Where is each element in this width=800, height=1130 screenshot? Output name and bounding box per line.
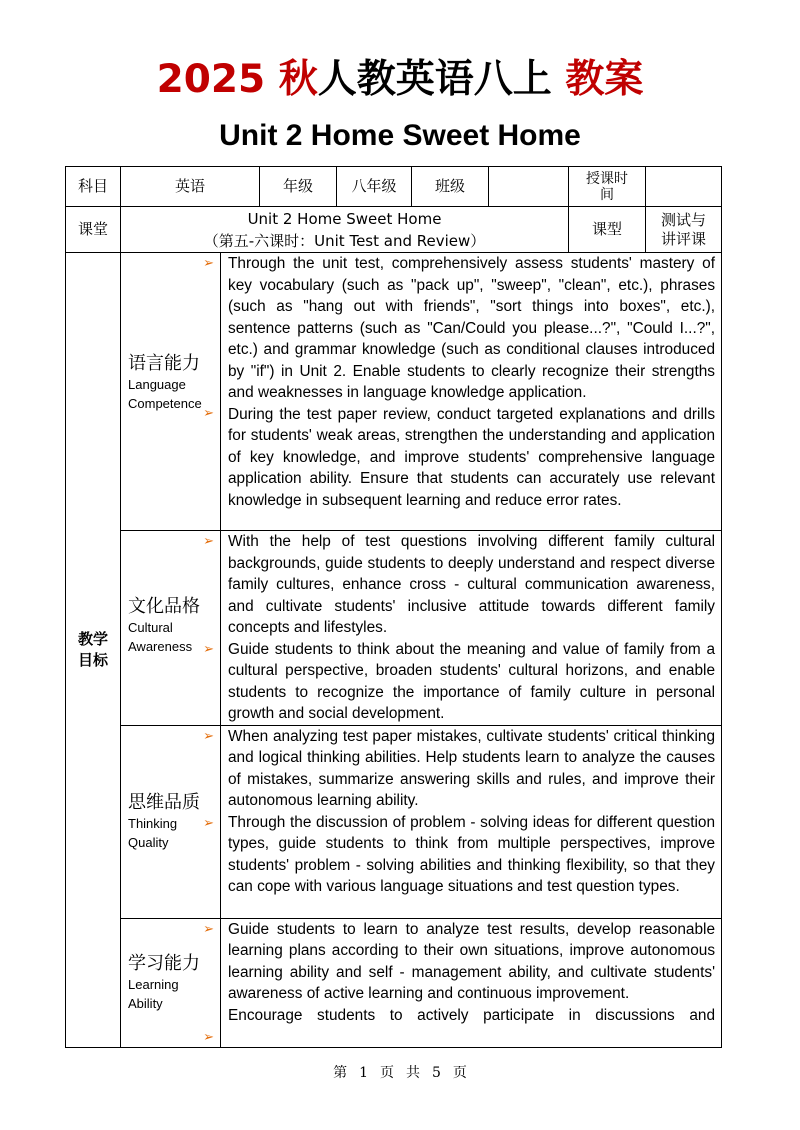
goal-dimension-language [121,253,221,531]
dimension-en-line1: Language [128,377,186,392]
arrow-bullet-icon: ➢ [203,815,214,831]
dimension-en-line1: Learning [128,976,179,992]
dimension-cn: 学习能力 [128,952,200,974]
goal-point: Encourage students to actively participate in discussions and [228,1006,716,1024]
goal-row-culture [66,531,722,726]
goal-dimension-learning [121,918,221,1047]
lesson-title-cell [121,207,569,253]
teaching-goals-label-line2: 目标 [77,650,108,669]
lesson-title: Unit 2 Home Sweet Home [247,209,442,228]
arrow-bullet-icon: ➢ [203,256,214,271]
lesson-type-value-line1: 测试与 [661,210,707,229]
goal-point: Guide students to learn to analyze test results, develop reasonable learning plans according to their own situations, improve autonomous learning ability and self - management ability, and cultivate students' awareness of active learning and continuous improvement. [228,920,716,1002]
grade-value: 八年级 [337,167,412,207]
title-year-season: 2025 秋 [156,57,318,102]
teaching-time-label [569,167,646,207]
document-title [0,54,800,106]
title-textbook: 人教英语八上 [317,57,566,102]
title-lesson-plan: 教案 [565,57,644,102]
arrow-bullet-icon: ➢ [203,406,214,421]
goal-point: Through the unit test, comprehensively assess students' mastery of key vocabulary (such as "pack up", "sweep", "clean", etc.), phrases (such as "hang out with friends", "sort things into boxes", etc.), sentence patterns (such as "Can/Could you please...?", "Could I...?", etc.) and grammar knowledge (such as conditional clauses introduced by "if") in Unit 2. Enable students to clearly recognize their strengths and weaknesses in language knowledge application. [228,255,716,401]
goal-content-thinking [221,725,722,918]
footer-page-number: 1 [359,1065,368,1081]
lesson-period: （第五-六课时：Unit Test and Review） [203,231,486,250]
goal-dimension-thinking [121,725,221,918]
class-label: 班级 [412,167,489,207]
info-row [66,167,722,207]
teaching-goals-label-line1: 教学 [77,629,108,648]
dimension-label [128,596,200,656]
lesson-row [66,207,722,253]
goal-point: With the help of test questions involving different family cultural backgrounds, guide students to deeply understand and respect diverse family cultures, enhance cross - cultural communication awareness, and cultivate students' inclusive attitude towards different family concepts and lifestyles. [228,533,716,636]
dimension-en-line1: Cultural [128,620,173,635]
dimension-en-line2: Awareness [128,639,193,654]
goal-point: During the test paper review, conduct targeted explanations and drills for students' weak areas, strengthen the understanding and application of key knowledge, and improve students' comprehensive language application ability. Ensure that students can accurately use relevant knowledge in subsequent learning and reduce error rates. [228,405,716,509]
teaching-time-value [646,167,722,207]
footer-total-pages: 5 [432,1065,441,1081]
dimension-en-line2: Ability [128,995,163,1011]
arrow-bullet-icon: ➢ [203,642,214,657]
teaching-time-label-line1: 授课时 [586,170,629,187]
lesson-plan-table [65,166,722,1048]
goal-point: When analyzing test paper mistakes, cultivate students' critical thinking and logical thinking abilities. Help students learn to analyze the causes of mistakes, summarize answering skills and rules, and improve their autonomous learning ability. [228,727,716,809]
goal-row-learning [66,918,722,1047]
arrow-bullet-icon: ➢ [203,534,214,549]
goal-content-learning [221,918,722,1047]
subject-label: 科目 [66,167,121,207]
goal-point: Guide students to think about the meaning and value of family from a cultural perspective, broaden students' cultural horizons, and enable students to recognize the importance of family culture in personal growth and social development. [228,640,716,722]
teaching-goals-label [66,253,121,1048]
grade-label: 年级 [260,167,337,207]
footer-page-mid: 页 [380,1065,394,1081]
footer-page-prefix: 第 [333,1065,348,1081]
dimension-en-line2: Competence [128,396,202,411]
goal-point: Through the discussion of problem - solving ideas for different question types, guide students to think from multiple perspectives, improve students' problem - solving abilities and thinking flexibility, so that they can cope with various language situations and test question types. [228,813,716,895]
goal-content-language [221,253,722,531]
lesson-type-value [646,207,722,253]
dimension-cn: 思维品质 [128,791,200,813]
goal-row-language [66,253,722,531]
footer-total-suffix: 页 [452,1065,467,1081]
goal-content-culture [221,531,722,726]
class-value [489,167,569,207]
footer-total-prefix: 共 [406,1065,420,1081]
page-footer [0,1063,800,1083]
arrow-bullet-icon: ➢ [203,921,214,937]
dimension-cn: 文化品格 [128,596,200,617]
subject-value: 英语 [121,167,260,207]
dimension-en-line1: Thinking [128,815,178,831]
dimension-label [128,953,200,1013]
dimension-label [128,792,200,852]
dimension-label [128,353,202,413]
dimension-cn: 语言能力 [128,353,200,374]
arrow-bullet-icon: ➢ [203,728,214,744]
dimension-en-line2: Quality [128,834,169,850]
goal-row-thinking [66,725,722,918]
lesson-label: 课堂 [66,207,121,253]
unit-title: Unit 2 Home Sweet Home [219,119,581,152]
goal-dimension-culture [121,531,221,726]
arrow-bullet-icon: ➢ [203,1029,214,1045]
lesson-type-value-line2: 讲评课 [661,229,707,248]
teaching-time-label-line2: 间 [600,186,615,203]
lesson-type-label: 课型 [569,207,646,253]
